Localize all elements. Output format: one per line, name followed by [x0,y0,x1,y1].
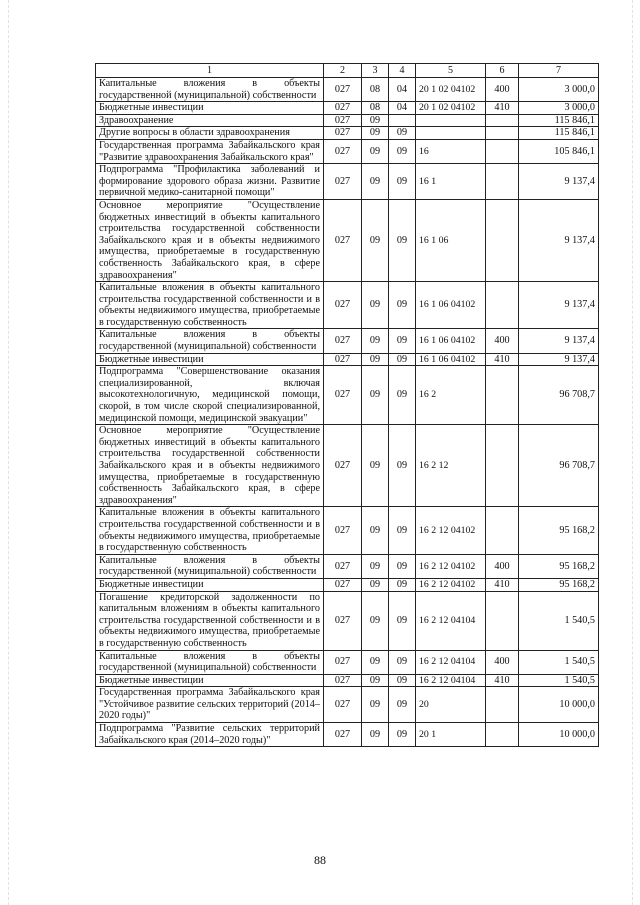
amount: 9 137,4 [519,353,599,366]
table-row [96,164,599,200]
amount: 9 137,4 [519,199,599,281]
row-name: Другие вопросы в области здравоохранения [96,127,324,140]
admin-code: 027 [324,366,362,425]
section-code: 09 [362,366,389,425]
admin-code: 027 [324,127,362,140]
amount: 95 168,2 [519,578,599,591]
subsection-code: 09 [389,139,416,163]
target-article-code: 16 2 12 04104 [416,591,486,650]
target-article-code: 16 [416,139,486,163]
table-row [96,723,599,747]
subsection-code: 09 [389,591,416,650]
table-row [96,687,599,723]
subsection-code: 09 [389,282,416,329]
section-code: 09 [362,139,389,163]
expense-type-code: 410 [486,353,519,366]
expense-type-code [486,425,519,507]
admin-code: 027 [324,723,362,747]
expense-type-code [486,591,519,650]
amount: 9 137,4 [519,282,599,329]
target-article-code: 16 1 06 [416,199,486,281]
row-name: Здравоохранение [96,114,324,127]
table-row [96,353,599,366]
section-code: 08 [362,102,389,115]
amount: 9 137,4 [519,164,599,200]
expense-type-code [486,164,519,200]
amount: 115 846,1 [519,114,599,127]
subsection-code: 09 [389,425,416,507]
amount: 3 000,0 [519,78,599,102]
section-code: 09 [362,554,389,578]
amount: 10 000,0 [519,687,599,723]
amount: 3 000,0 [519,102,599,115]
subsection-code: 09 [389,578,416,591]
target-article-code: 20 1 [416,723,486,747]
table-row [96,507,599,554]
target-article-code [416,127,486,140]
admin-code: 027 [324,164,362,200]
scan-edge-left [8,0,10,905]
header-cell: 3 [362,64,389,78]
target-article-code: 16 1 [416,164,486,200]
row-name: Подпрограмма "Совершенствование оказания специализированной, включая высокотехнологичную, медицинской помощи, скорой, в том числе скорой специализированной, медицинской помощи, медицинской эвакуации" [96,366,324,425]
amount: 1 540,5 [519,650,599,674]
row-name: Основное мероприятие "Осуществление бюджетных инвестиций в объекты капитального строительства государственной собственности Забайкальского края и в объекты недвижимого имущества, приобретаемые в государственную собственность Забайкальского края, в сфере здравоохранения" [96,199,324,281]
admin-code: 027 [324,650,362,674]
admin-code: 027 [324,554,362,578]
table-row [96,591,599,650]
expense-type-code: 400 [486,650,519,674]
expense-type-code: 410 [486,578,519,591]
table-row [96,578,599,591]
subsection-code: 09 [389,353,416,366]
admin-code: 027 [324,102,362,115]
table-row [96,114,599,127]
amount: 105 846,1 [519,139,599,163]
expense-type-code [486,687,519,723]
expense-type-code [486,282,519,329]
target-article-code: 20 [416,687,486,723]
table-row [96,425,599,507]
subsection-code: 09 [389,366,416,425]
expense-type-code [486,507,519,554]
target-article-code: 16 2 12 [416,425,486,507]
page-number: 88 [314,853,326,867]
admin-code: 027 [324,507,362,554]
table-row [96,199,599,281]
row-name: Подпрограмма "Профилактика заболеваний и формирование здорового образа жизни. Развитие первичной медико-санитарной помощи" [96,164,324,200]
section-code: 09 [362,687,389,723]
table-body [96,64,599,747]
admin-code: 027 [324,353,362,366]
admin-code: 027 [324,329,362,353]
target-article-code: 16 2 12 04102 [416,554,486,578]
subsection-code: 09 [389,650,416,674]
subsection-code: 04 [389,102,416,115]
header-cell: 1 [96,64,324,78]
admin-code: 027 [324,591,362,650]
subsection-code: 09 [389,199,416,281]
section-code: 09 [362,164,389,200]
target-article-code: 16 2 12 04102 [416,507,486,554]
subsection-code: 09 [389,164,416,200]
row-name: Капитальные вложения в объекты государственной (муниципальной) собственности [96,650,324,674]
table-row [96,650,599,674]
subsection-code: 09 [389,554,416,578]
expense-type-code [486,723,519,747]
target-article-code: 20 1 02 04102 [416,78,486,102]
amount: 96 708,7 [519,366,599,425]
amount: 10 000,0 [519,723,599,747]
table-row [96,554,599,578]
row-name: Государственная программа Забайкальского края "Развитие здравоохранения Забайкальского края" [96,139,324,163]
header-cell: 5 [416,64,486,78]
budget-table [95,63,599,747]
row-name: Государственная программа Забайкальского края "Устойчивое развитие сельских территорий (2014–2020 годы)" [96,687,324,723]
expense-type-code [486,199,519,281]
expense-type-code: 400 [486,329,519,353]
expense-type-code [486,366,519,425]
row-name: Капитальные вложения в объекты государственной (муниципальной) собственности [96,554,324,578]
admin-code: 027 [324,114,362,127]
header-cell: 6 [486,64,519,78]
table-row [96,282,599,329]
amount: 95 168,2 [519,554,599,578]
expense-type-code: 400 [486,78,519,102]
section-code: 09 [362,127,389,140]
header-cell: 4 [389,64,416,78]
amount: 9 137,4 [519,329,599,353]
admin-code: 027 [324,199,362,281]
row-name: Капитальные вложения в объекты капитального строительства государственной собственности и в объекты недвижимого имущества, приобретаемые в государственную собственность [96,507,324,554]
row-name: Бюджетные инвестиции [96,353,324,366]
section-code: 08 [362,78,389,102]
table-row [96,329,599,353]
scan-edge-right [632,0,634,905]
table-row [96,139,599,163]
table-row [96,78,599,102]
expense-type-code [486,127,519,140]
row-name: Бюджетные инвестиции [96,102,324,115]
admin-code: 027 [324,578,362,591]
row-name: Подпрограмма "Развитие сельских территорий Забайкальского края (2014–2020 годы)" [96,723,324,747]
section-code: 09 [362,578,389,591]
target-article-code: 16 1 06 04102 [416,329,486,353]
subsection-code: 09 [389,507,416,554]
amount: 96 708,7 [519,425,599,507]
subsection-code [389,114,416,127]
table-header-row [96,64,599,78]
section-code: 09 [362,353,389,366]
target-article-code: 16 1 06 04102 [416,282,486,329]
table-row [96,127,599,140]
admin-code: 027 [324,425,362,507]
expense-type-code: 410 [486,102,519,115]
admin-code: 027 [324,78,362,102]
subsection-code: 09 [389,687,416,723]
admin-code: 027 [324,687,362,723]
row-name: Капитальные вложения в объекты государственной (муниципальной) собственности [96,78,324,102]
target-article-code: 16 2 12 04102 [416,578,486,591]
section-code: 09 [362,650,389,674]
admin-code: 027 [324,139,362,163]
amount: 1 540,5 [519,674,599,687]
table-row [96,102,599,115]
expense-type-code: 400 [486,554,519,578]
section-code: 09 [362,507,389,554]
target-article-code [416,114,486,127]
admin-code: 027 [324,282,362,329]
header-cell: 7 [519,64,599,78]
amount: 115 846,1 [519,127,599,140]
target-article-code: 16 2 12 04104 [416,674,486,687]
section-code: 09 [362,114,389,127]
row-name: Капитальные вложения в объекты государственной (муниципальной) собственности [96,329,324,353]
expense-type-code: 410 [486,674,519,687]
section-code: 09 [362,723,389,747]
section-code: 09 [362,329,389,353]
target-article-code: 16 2 [416,366,486,425]
section-code: 09 [362,425,389,507]
amount: 1 540,5 [519,591,599,650]
row-name: Погашение кредиторской задолженности по капитальным вложениям в объекты капитального строительства государственной собственности и в объекты недвижимого имущества, приобретаемые в государственную собственность [96,591,324,650]
subsection-code: 09 [389,127,416,140]
admin-code: 027 [324,674,362,687]
section-code: 09 [362,591,389,650]
target-article-code: 16 1 06 04102 [416,353,486,366]
subsection-code: 09 [389,329,416,353]
target-article-code: 16 2 12 04104 [416,650,486,674]
section-code: 09 [362,282,389,329]
table-row [96,366,599,425]
subsection-code: 09 [389,674,416,687]
row-name: Бюджетные инвестиции [96,674,324,687]
amount: 95 168,2 [519,507,599,554]
subsection-code: 09 [389,723,416,747]
expense-type-code [486,139,519,163]
table-row [96,674,599,687]
target-article-code: 20 1 02 04102 [416,102,486,115]
section-code: 09 [362,199,389,281]
row-name: Основное мероприятие "Осуществление бюджетных инвестиций в объекты капитального строительства государственной собственности Забайкальского края и в объекты недвижимого имущества, приобретаемые в государственную собственность Забайкальского края, в сфере здравоохранения" [96,425,324,507]
row-name: Капитальные вложения в объекты капитального строительства государственной собственности и в объекты недвижимого имущества, приобретаемые в государственную собственность [96,282,324,329]
row-name: Бюджетные инвестиции [96,578,324,591]
subsection-code: 04 [389,78,416,102]
section-code: 09 [362,674,389,687]
expense-type-code [486,114,519,127]
header-cell: 2 [324,64,362,78]
